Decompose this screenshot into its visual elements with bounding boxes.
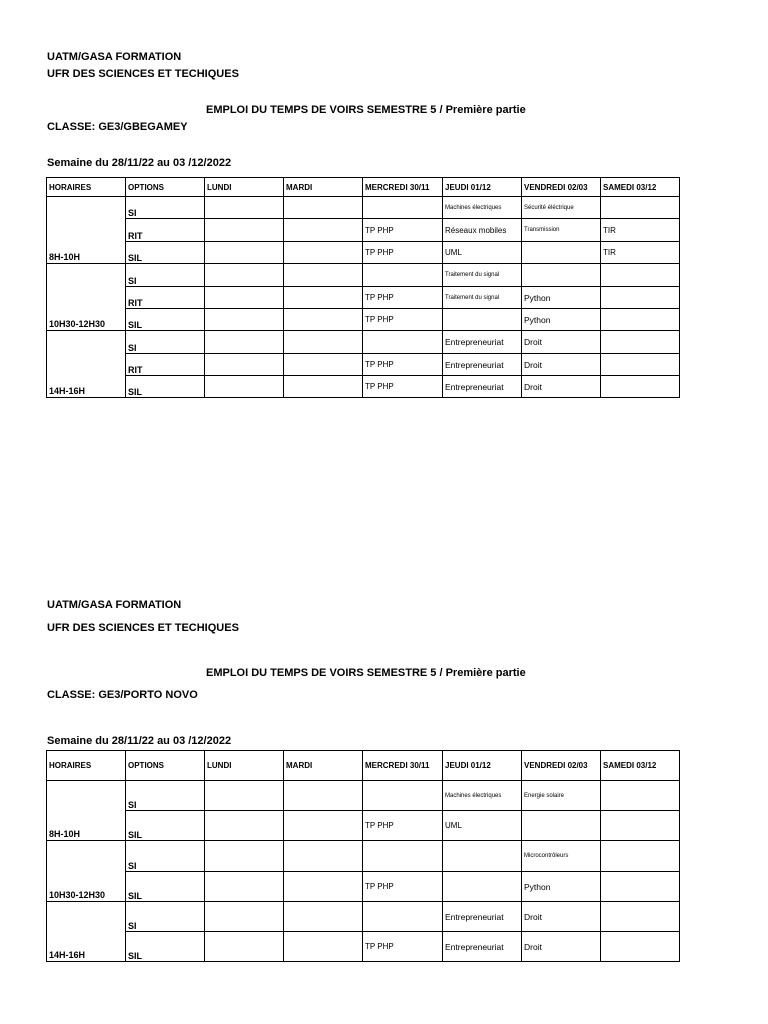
table-row xyxy=(47,287,680,309)
mercredi-cell xyxy=(363,902,443,932)
option-cell: SI xyxy=(126,902,205,932)
header-vendredi: VENDREDI 02/03 xyxy=(522,751,601,781)
jeudi-cell: Entrepreneuriat xyxy=(443,331,522,354)
jeudi-cell: UML xyxy=(443,811,522,841)
table-row xyxy=(47,331,680,354)
table-row xyxy=(47,902,680,932)
table-row xyxy=(47,932,680,962)
samedi-cell xyxy=(601,287,680,309)
samedi-cell xyxy=(601,811,680,841)
header-mercredi: MERCREDI 30/11 xyxy=(363,178,443,197)
option-cell: SI xyxy=(126,841,205,872)
mardi-cell xyxy=(284,354,363,376)
lundi-cell xyxy=(205,932,284,962)
mercredi-cell xyxy=(363,781,443,811)
table-row xyxy=(47,841,680,872)
jeudi-cell: Entrepreneuriat xyxy=(443,376,522,398)
vendredi-cell: Energie solaire xyxy=(522,781,601,811)
option-cell: SIL xyxy=(126,872,205,902)
header-lundi: LUNDI xyxy=(205,178,284,197)
option-cell: SIL xyxy=(126,309,205,331)
table-row xyxy=(47,219,680,242)
time-slot-label: 14H-16H xyxy=(47,902,126,962)
lundi-cell xyxy=(205,331,284,354)
mercredi-cell: TP PHP xyxy=(363,354,443,376)
table-header-row xyxy=(47,178,680,197)
mercredi-cell xyxy=(363,197,443,219)
jeudi-cell: Traitement du signal xyxy=(443,287,522,309)
samedi-cell xyxy=(601,841,680,872)
vendredi-cell: Microcontrôleurs xyxy=(522,841,601,872)
class-label: CLASSE: GE3/PORTO NOVO xyxy=(47,689,198,701)
timetable-gbegamey xyxy=(46,177,680,398)
jeudi-cell: Entrepreneuriat xyxy=(443,354,522,376)
mercredi-cell xyxy=(363,264,443,287)
lundi-cell xyxy=(205,781,284,811)
week-label: Semaine du 28/11/22 au 03 /12/2022 xyxy=(47,157,232,169)
mardi-cell xyxy=(284,197,363,219)
vendredi-cell: Python xyxy=(522,872,601,902)
option-cell: RIT xyxy=(126,219,205,242)
table-row xyxy=(47,811,680,841)
samedi-cell xyxy=(601,354,680,376)
mercredi-cell xyxy=(363,331,443,354)
lundi-cell xyxy=(205,872,284,902)
vendredi-cell xyxy=(522,264,601,287)
table-row xyxy=(47,309,680,331)
mardi-cell xyxy=(284,841,363,872)
option-cell: SI xyxy=(126,331,205,354)
mardi-cell xyxy=(284,287,363,309)
schedule-title: EMPLOI DU TEMPS DE VOIRS SEMESTRE 5 / Première partie xyxy=(206,667,526,679)
vendredi-cell: Droit xyxy=(522,932,601,962)
header-lundi: LUNDI xyxy=(205,751,284,781)
header-mercredi: MERCREDI 30/11 xyxy=(363,751,443,781)
jeudi-cell: Machines électriques xyxy=(443,781,522,811)
header-vendredi: VENDREDI 02/03 xyxy=(522,178,601,197)
samedi-cell xyxy=(601,902,680,932)
samedi-cell: TIR xyxy=(601,219,680,242)
week-label: Semaine du 28/11/22 au 03 /12/2022 xyxy=(47,735,232,747)
time-slot-label: 10H30-12H30 xyxy=(47,841,126,902)
org-name: UATM/GASA FORMATION xyxy=(47,599,182,611)
option-cell: SI xyxy=(126,781,205,811)
jeudi-cell xyxy=(443,841,522,872)
mardi-cell xyxy=(284,309,363,331)
lundi-cell xyxy=(205,309,284,331)
jeudi-cell xyxy=(443,309,522,331)
header-options: OPTIONS xyxy=(126,178,205,197)
jeudi-cell: Entrepreneuriat xyxy=(443,932,522,962)
mardi-cell xyxy=(284,811,363,841)
header-jeudi: JEUDI 01/12 xyxy=(443,178,522,197)
table-row xyxy=(47,242,680,264)
header-samedi: SAMEDI 03/12 xyxy=(601,751,680,781)
option-cell: SIL xyxy=(126,376,205,398)
samedi-cell xyxy=(601,309,680,331)
mardi-cell xyxy=(284,242,363,264)
mercredi-cell: TP PHP xyxy=(363,287,443,309)
header-options: OPTIONS xyxy=(126,751,205,781)
ufr-name: UFR DES SCIENCES ET TECHIQUES xyxy=(47,68,239,80)
samedi-cell xyxy=(601,376,680,398)
schedule-title: EMPLOI DU TEMPS DE VOIRS SEMESTRE 5 / Première partie xyxy=(206,104,526,116)
mercredi-cell xyxy=(363,841,443,872)
mardi-cell xyxy=(284,264,363,287)
header-mardi: MARDI xyxy=(284,178,363,197)
mardi-cell xyxy=(284,781,363,811)
mercredi-cell: TP PHP xyxy=(363,932,443,962)
vendredi-cell: Droit xyxy=(522,331,601,354)
vendredi-cell: Sécurité éléctrique xyxy=(522,197,601,219)
option-cell: RIT xyxy=(126,287,205,309)
mercredi-cell: TP PHP xyxy=(363,376,443,398)
table-row xyxy=(47,781,680,811)
lundi-cell xyxy=(205,287,284,309)
lundi-cell xyxy=(205,197,284,219)
jeudi-cell: Réseaux mobiles xyxy=(443,219,522,242)
mercredi-cell: TP PHP xyxy=(363,242,443,264)
samedi-cell xyxy=(601,331,680,354)
jeudi-cell: UML xyxy=(443,242,522,264)
vendredi-cell: Droit xyxy=(522,376,601,398)
mercredi-cell: TP PHP xyxy=(363,309,443,331)
option-cell: SIL xyxy=(126,811,205,841)
lundi-cell xyxy=(205,841,284,872)
samedi-cell xyxy=(601,932,680,962)
samedi-cell: TIR xyxy=(601,242,680,264)
mercredi-cell: TP PHP xyxy=(363,872,443,902)
table-row xyxy=(47,197,680,219)
time-slot-label: 8H-10H xyxy=(47,781,126,841)
option-cell: SIL xyxy=(126,932,205,962)
lundi-cell xyxy=(205,354,284,376)
vendredi-cell: Droit xyxy=(522,902,601,932)
option-cell: SI xyxy=(126,197,205,219)
lundi-cell xyxy=(205,376,284,398)
lundi-cell xyxy=(205,242,284,264)
lundi-cell xyxy=(205,264,284,287)
table-row xyxy=(47,354,680,376)
org-name: UATM/GASA FORMATION xyxy=(47,51,182,63)
header-horaires: HORAIRES xyxy=(47,751,126,781)
header-jeudi: JEUDI 01/12 xyxy=(443,751,522,781)
samedi-cell xyxy=(601,264,680,287)
vendredi-cell xyxy=(522,811,601,841)
vendredi-cell xyxy=(522,242,601,264)
jeudi-cell: Traitement du signal xyxy=(443,264,522,287)
vendredi-cell: Transmission xyxy=(522,219,601,242)
option-cell: RIT xyxy=(126,354,205,376)
ufr-name: UFR DES SCIENCES ET TECHIQUES xyxy=(47,622,239,634)
option-cell: SI xyxy=(126,264,205,287)
vendredi-cell: Python xyxy=(522,287,601,309)
timetable-porto-novo xyxy=(46,750,680,962)
jeudi-cell xyxy=(443,872,522,902)
time-slot-label: 14H-16H xyxy=(47,331,126,398)
mardi-cell xyxy=(284,331,363,354)
lundi-cell xyxy=(205,902,284,932)
header-horaires: HORAIRES xyxy=(47,178,126,197)
lundi-cell xyxy=(205,811,284,841)
mardi-cell xyxy=(284,872,363,902)
lundi-cell xyxy=(205,219,284,242)
mardi-cell xyxy=(284,902,363,932)
header-samedi: SAMEDI 03/12 xyxy=(601,178,680,197)
header-mardi: MARDI xyxy=(284,751,363,781)
samedi-cell xyxy=(601,781,680,811)
mercredi-cell: TP PHP xyxy=(363,219,443,242)
time-slot-label: 8H-10H xyxy=(47,197,126,264)
mardi-cell xyxy=(284,932,363,962)
jeudi-cell: Machines électriques xyxy=(443,197,522,219)
table-row xyxy=(47,376,680,398)
time-slot-label: 10H30-12H30 xyxy=(47,264,126,331)
jeudi-cell: Entrepreneuriat xyxy=(443,902,522,932)
mardi-cell xyxy=(284,376,363,398)
vendredi-cell: Droit xyxy=(522,354,601,376)
mardi-cell xyxy=(284,219,363,242)
samedi-cell xyxy=(601,197,680,219)
mercredi-cell: TP PHP xyxy=(363,811,443,841)
samedi-cell xyxy=(601,872,680,902)
table-row xyxy=(47,872,680,902)
table-row xyxy=(47,264,680,287)
vendredi-cell: Python xyxy=(522,309,601,331)
option-cell: SIL xyxy=(126,242,205,264)
class-label: CLASSE: GE3/GBEGAMEY xyxy=(47,121,188,133)
table-header-row xyxy=(47,751,680,781)
